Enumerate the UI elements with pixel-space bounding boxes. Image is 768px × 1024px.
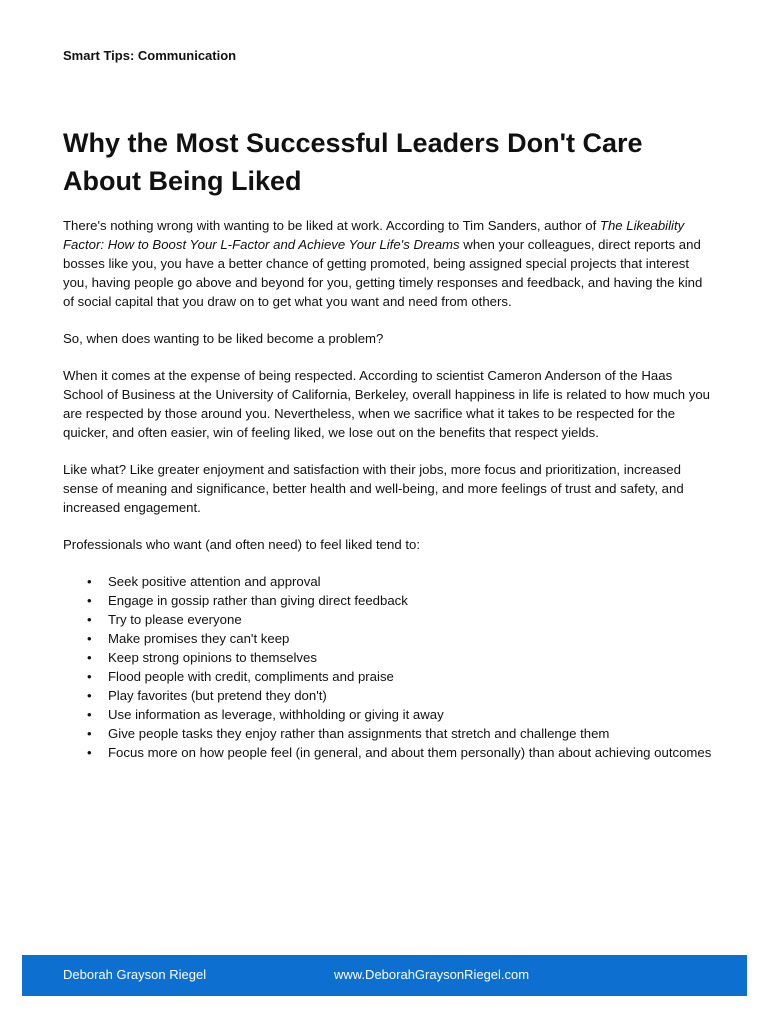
paragraph-respect: When it comes at the expense of being respected. According to scientist Cameron Anderson of the Haas School of Business at the University of California, Berkeley, overall happiness in life is related to how much you are respected by those around you. Nevertheless, when we sacrifice what it takes to be respected for the quicker, and often easier, win of feeling liked, we lose out on the benefits that respect yields. bbox=[63, 368, 710, 440]
paragraph-question: So, when does wanting to be liked become a problem? bbox=[63, 331, 384, 346]
bullet-icon: • bbox=[87, 593, 92, 608]
bullet-icon: • bbox=[87, 669, 92, 684]
list-item: • Use information as leverage, withholding or giving it away bbox=[87, 707, 444, 722]
list-item: • Engage in gossip rather than giving direct feedback bbox=[87, 593, 408, 608]
intro-paragraph bbox=[63, 216, 713, 311]
list-item: • Try to please everyone bbox=[87, 612, 242, 627]
tendencies-list bbox=[63, 572, 713, 762]
intro-text-after: when your colleagues, direct reports and bosses like you, you have a better chance of getting promoted, being assigned special projects that interest you, having people go above and beyond for you, getting timely responses and feedback, and having the kind of social capital that you draw on to get what you want and need from others. bbox=[63, 237, 703, 309]
bullet-icon: • bbox=[87, 745, 92, 760]
list-item: • Make promises they can't keep bbox=[87, 631, 290, 646]
list-item: • Play favorites (but pretend they don't) bbox=[87, 688, 327, 703]
footer-author-name: Deborah Grayson Riegel bbox=[63, 967, 207, 982]
article-body bbox=[63, 216, 713, 762]
bullet-icon: • bbox=[87, 707, 92, 722]
article-title: Why the Most Successful Leaders Don't Care About Being Liked bbox=[63, 128, 643, 196]
bullet-icon: • bbox=[87, 726, 92, 741]
bullet-icon: • bbox=[87, 574, 92, 589]
footer-website-link[interactable]: www.DeborahGraysonRiegel.com bbox=[334, 967, 530, 982]
paragraph-benefits: Like what? Like greater enjoyment and satisfaction with their jobs, more focus and prioritization, increased sense of meaning and significance, better health and well-being, and more feelings of trust and safety, and increased engagement. bbox=[63, 462, 684, 515]
bullet-icon: • bbox=[87, 631, 92, 646]
bullet-icon: • bbox=[87, 612, 92, 627]
footer-bar bbox=[22, 955, 747, 996]
intro-text-before: There's nothing wrong with wanting to be liked at work. According to Tim Sanders, author of bbox=[63, 218, 600, 233]
list-item: • Keep strong opinions to themselves bbox=[87, 650, 317, 665]
book-title: The Likeability Factor: How to Boost Your L-Factor and Achieve Your Life's Dreams bbox=[63, 218, 685, 252]
bullet-icon: • bbox=[87, 688, 92, 703]
header-label: Smart Tips: Communication bbox=[63, 48, 237, 63]
list-item: • Give people tasks they enjoy rather than assignments that stretch and challenge them bbox=[87, 726, 610, 741]
list-item: • Flood people with credit, compliments and praise bbox=[87, 669, 394, 684]
bullet-icon: • bbox=[87, 650, 92, 665]
list-item: • Focus more on how people feel (in general, and about them personally) than about achieving outcomes bbox=[87, 745, 712, 760]
paragraph-list-intro: Professionals who want (and often need) to feel liked tend to: bbox=[63, 537, 421, 552]
list-item: • Seek positive attention and approval bbox=[87, 574, 321, 589]
